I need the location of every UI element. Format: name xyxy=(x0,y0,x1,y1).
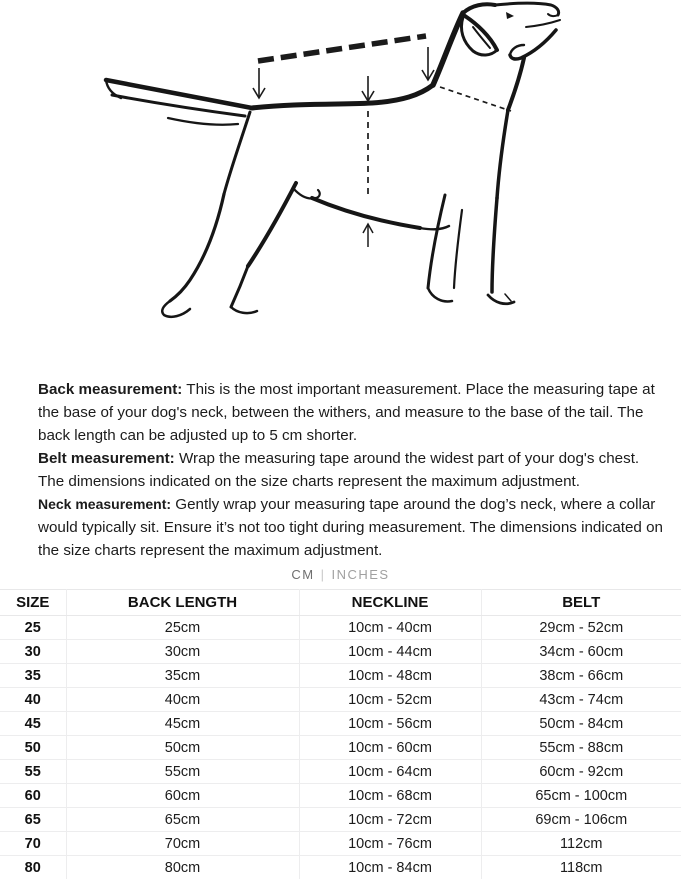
back-length-dashed-line xyxy=(258,36,426,61)
neckline-cell: 10cm - 48cm xyxy=(299,664,481,688)
size-cell: 70 xyxy=(0,832,66,856)
neckline-cell: 10cm - 68cm xyxy=(299,784,481,808)
size-cell: 25 xyxy=(0,616,66,640)
neckline-cell: 10cm - 76cm xyxy=(299,832,481,856)
table-row xyxy=(0,664,681,688)
size-cell: 50 xyxy=(0,736,66,760)
table-row xyxy=(0,808,681,832)
size-cell: 35 xyxy=(0,664,66,688)
neckline-cell: 10cm - 84cm xyxy=(299,856,481,879)
back-length-cell: 80cm xyxy=(66,856,299,879)
table-row xyxy=(0,736,681,760)
back-length-cell: 55cm xyxy=(66,760,299,784)
back-measurement-paragraph xyxy=(38,378,663,447)
unit-toggle-separator: | xyxy=(321,567,326,582)
size-cell: 65 xyxy=(0,808,66,832)
up-arrow xyxy=(363,224,373,247)
neckline-dashed-line xyxy=(440,87,511,111)
belt-cell: 50cm - 84cm xyxy=(481,712,681,736)
belt-measurement-label: Belt measurement: xyxy=(38,450,175,467)
table-row xyxy=(0,616,681,640)
measurement-instructions xyxy=(0,372,681,562)
belt-cell: 60cm - 92cm xyxy=(481,760,681,784)
header-size: SIZE xyxy=(0,590,66,616)
header-belt: BELT xyxy=(481,590,681,616)
back-length-cell: 25cm xyxy=(66,616,299,640)
size-cell: 40 xyxy=(0,688,66,712)
down-arrow xyxy=(253,68,265,98)
back-length-cell: 70cm xyxy=(66,832,299,856)
belt-cell: 38cm - 66cm xyxy=(481,664,681,688)
neckline-cell: 10cm - 52cm xyxy=(299,688,481,712)
belt-cell: 69cm - 106cm xyxy=(481,808,681,832)
size-cell: 45 xyxy=(0,712,66,736)
dog-measurement-diagram xyxy=(0,0,681,372)
size-cell: 30 xyxy=(0,640,66,664)
unit-toggle xyxy=(0,567,681,582)
table-row xyxy=(0,640,681,664)
neck-measurement-text: Gently wrap your measuring tape around the dog’s neck, where a collar would typically sit. Ensure it’s not too tight during measurement. The dimensions indicated on the size charts represent the maximum adjustment. xyxy=(38,496,663,559)
header-back-length: BACK LENGTH xyxy=(66,590,299,616)
back-length-cell: 60cm xyxy=(66,784,299,808)
neck-measurement-label: Neck measurement: xyxy=(38,496,171,512)
neckline-cell: 10cm - 72cm xyxy=(299,808,481,832)
neckline-cell: 10cm - 40cm xyxy=(299,616,481,640)
table-row xyxy=(0,760,681,784)
neckline-cell: 10cm - 64cm xyxy=(299,760,481,784)
table-header-row xyxy=(0,590,681,616)
belt-measurement-text: Wrap the measuring tape around the widest part of your dog's chest. The dimensions indicated on the size charts represent the maximum adjustment. xyxy=(38,450,639,490)
back-length-cell: 45cm xyxy=(66,712,299,736)
neckline-cell: 10cm - 60cm xyxy=(299,736,481,760)
back-measurement-text: This is the most important measurement. Place the measuring tape at the base of your dog's neck, between the withers, and measure to the base of the tail. The back length can be adjusted up to 5 cm shorter. xyxy=(38,381,655,444)
neckline-cell: 10cm - 56cm xyxy=(299,712,481,736)
back-length-cell: 40cm xyxy=(66,688,299,712)
size-table xyxy=(0,589,681,879)
belt-cell: 118cm xyxy=(481,856,681,879)
table-row xyxy=(0,784,681,808)
neckline-cell: 10cm - 44cm xyxy=(299,640,481,664)
down-arrow xyxy=(362,76,374,101)
back-length-cell: 50cm xyxy=(66,736,299,760)
unit-option-cm[interactable]: CM xyxy=(285,567,320,582)
table-row xyxy=(0,712,681,736)
table-row xyxy=(0,688,681,712)
back-length-cell: 65cm xyxy=(66,808,299,832)
unit-option-inches[interactable]: INCHES xyxy=(325,567,395,582)
belt-cell: 29cm - 52cm xyxy=(481,616,681,640)
neck-measurement-paragraph xyxy=(38,493,663,562)
size-cell: 80 xyxy=(0,856,66,879)
belt-cell: 55cm - 88cm xyxy=(481,736,681,760)
size-cell: 60 xyxy=(0,784,66,808)
back-length-cell: 35cm xyxy=(66,664,299,688)
size-cell: 55 xyxy=(0,760,66,784)
belt-cell: 65cm - 100cm xyxy=(481,784,681,808)
belt-cell: 34cm - 60cm xyxy=(481,640,681,664)
down-arrow xyxy=(422,47,434,80)
belt-measurement-paragraph xyxy=(38,447,663,493)
back-length-cell: 30cm xyxy=(66,640,299,664)
belt-cell: 43cm - 74cm xyxy=(481,688,681,712)
belt-cell: 112cm xyxy=(481,832,681,856)
back-measurement-label: Back measurement: xyxy=(38,381,182,398)
table-row xyxy=(0,856,681,879)
header-neckline: NECKLINE xyxy=(299,590,481,616)
table-row xyxy=(0,832,681,856)
measurement-annotations xyxy=(253,36,511,247)
